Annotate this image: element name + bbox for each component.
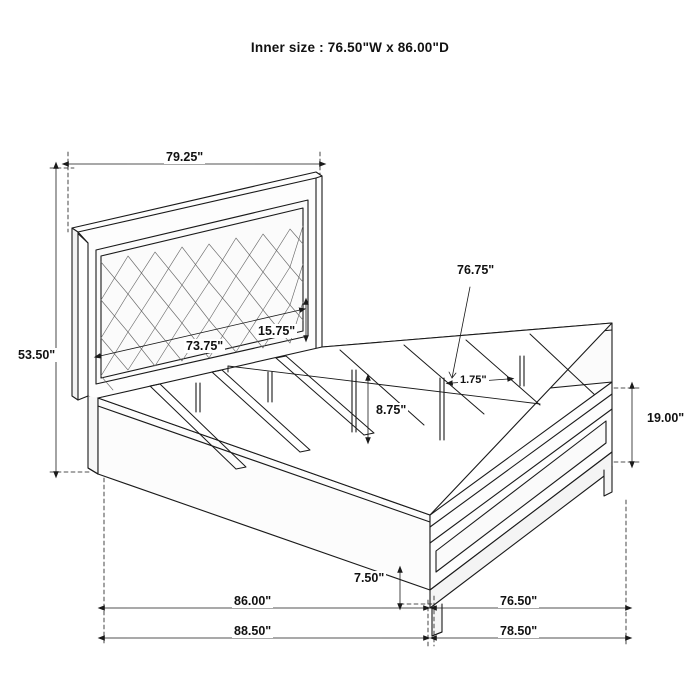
dim-headboard-width: 79.25" xyxy=(166,150,204,164)
dim-slat-clearance: 8.75" xyxy=(376,403,407,417)
dim-leg-clearance: 7.50" xyxy=(354,571,385,585)
dim-headboard-height: 53.50" xyxy=(18,348,56,362)
dim-footboard-width: 76.50" xyxy=(500,594,538,608)
dim-inner-depth: 86.00" xyxy=(234,594,272,608)
dim-overall-width: 78.50" xyxy=(500,624,538,638)
dim-headboard-to-rail: 15.75" xyxy=(258,324,296,338)
dim-inner-width: 76.75" xyxy=(457,263,495,277)
dim-headboard-panel-width: 73.75" xyxy=(186,339,224,353)
dim-footboard-height: 19.00" xyxy=(647,411,685,425)
dim-rail-thickness: 1.75" xyxy=(460,374,487,386)
dim-overall-depth: 88.50" xyxy=(234,624,272,638)
page-title: Inner size : 76.50"W x 86.00"D xyxy=(250,40,450,55)
